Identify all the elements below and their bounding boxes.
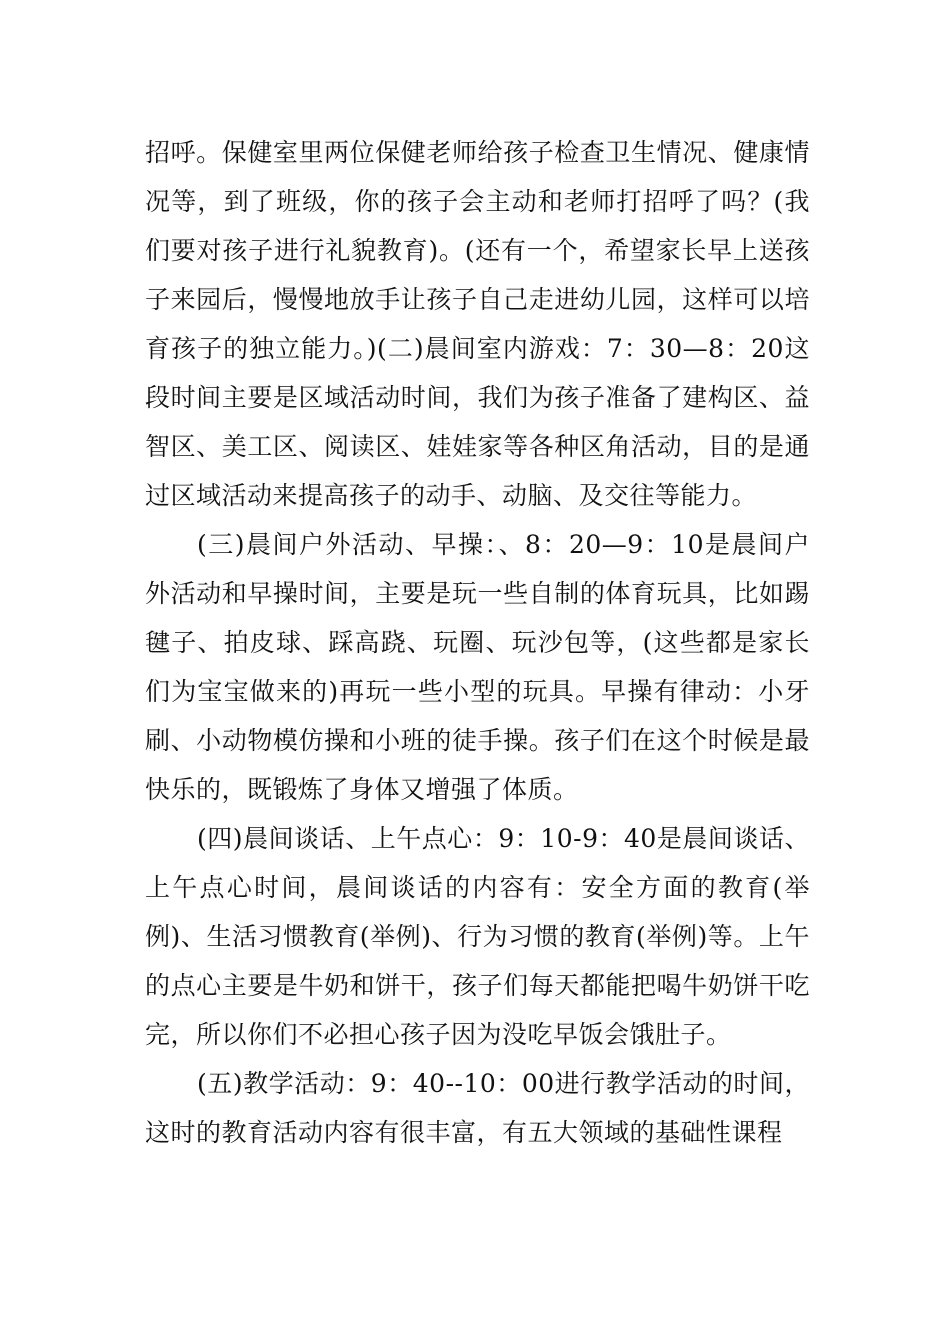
paragraph-morning-talk: (四)晨间谈话、上午点心：9：10-9：40是晨间谈话、上午点心时间，晨间谈话的内容有：安全方面的教育(举例)、生活习惯教育(举例)、行为习惯的教育(举例)等。上午的点心主要是牛奶和饼干，孩子们每天都能把喝牛奶饼干吃完，所以你们不必担心孩子因为没吃早饭会饿肚子。 [145, 824, 810, 1049]
paragraph-continued: 招呼。保健室里两位保健老师给孩子检查卫生情况、健康情况等，到了班级，你的孩子会主动和老师打招呼了吗？(我们要对孩子进行礼貌教育)。(还有一个，希望家长早上送孩子来园后，慢慢地放手让孩子自己走进幼儿园，这样可以培育孩子的独立能力。)(二)晨间室内游戏：7：30—8：20这段时间主要是区域活动时间，我们为孩子准备了建构区、益智区、美工区、阅读区、娃娃家等各种区角活动，目的是通过区域活动来提高孩子的动手、动脑、及交往等能力。 [145, 138, 810, 510]
paragraph-teaching-activity: (五)教学活动：9：40--10：00进行教学活动的时间，这时的教育活动内容有很丰富，有五大领域的基础性课程 [145, 1069, 810, 1147]
paragraph-outdoor-activity: (三)晨间户外活动、早操：、8：20—9：10是晨间户外活动和早操时间，主要是玩一些自制的体育玩具，比如踢毽子、拍皮球、踩高跷、玩圈、玩沙包等，(这些都是家长们为宝宝做来的)再玩一些小型的玩具。早操有律动：小牙刷、小动物模仿操和小班的徒手操。孩子们在这个时候是最快乐的，既锻炼了身体又增强了体质。 [145, 530, 810, 804]
document-body [145, 128, 810, 1157]
